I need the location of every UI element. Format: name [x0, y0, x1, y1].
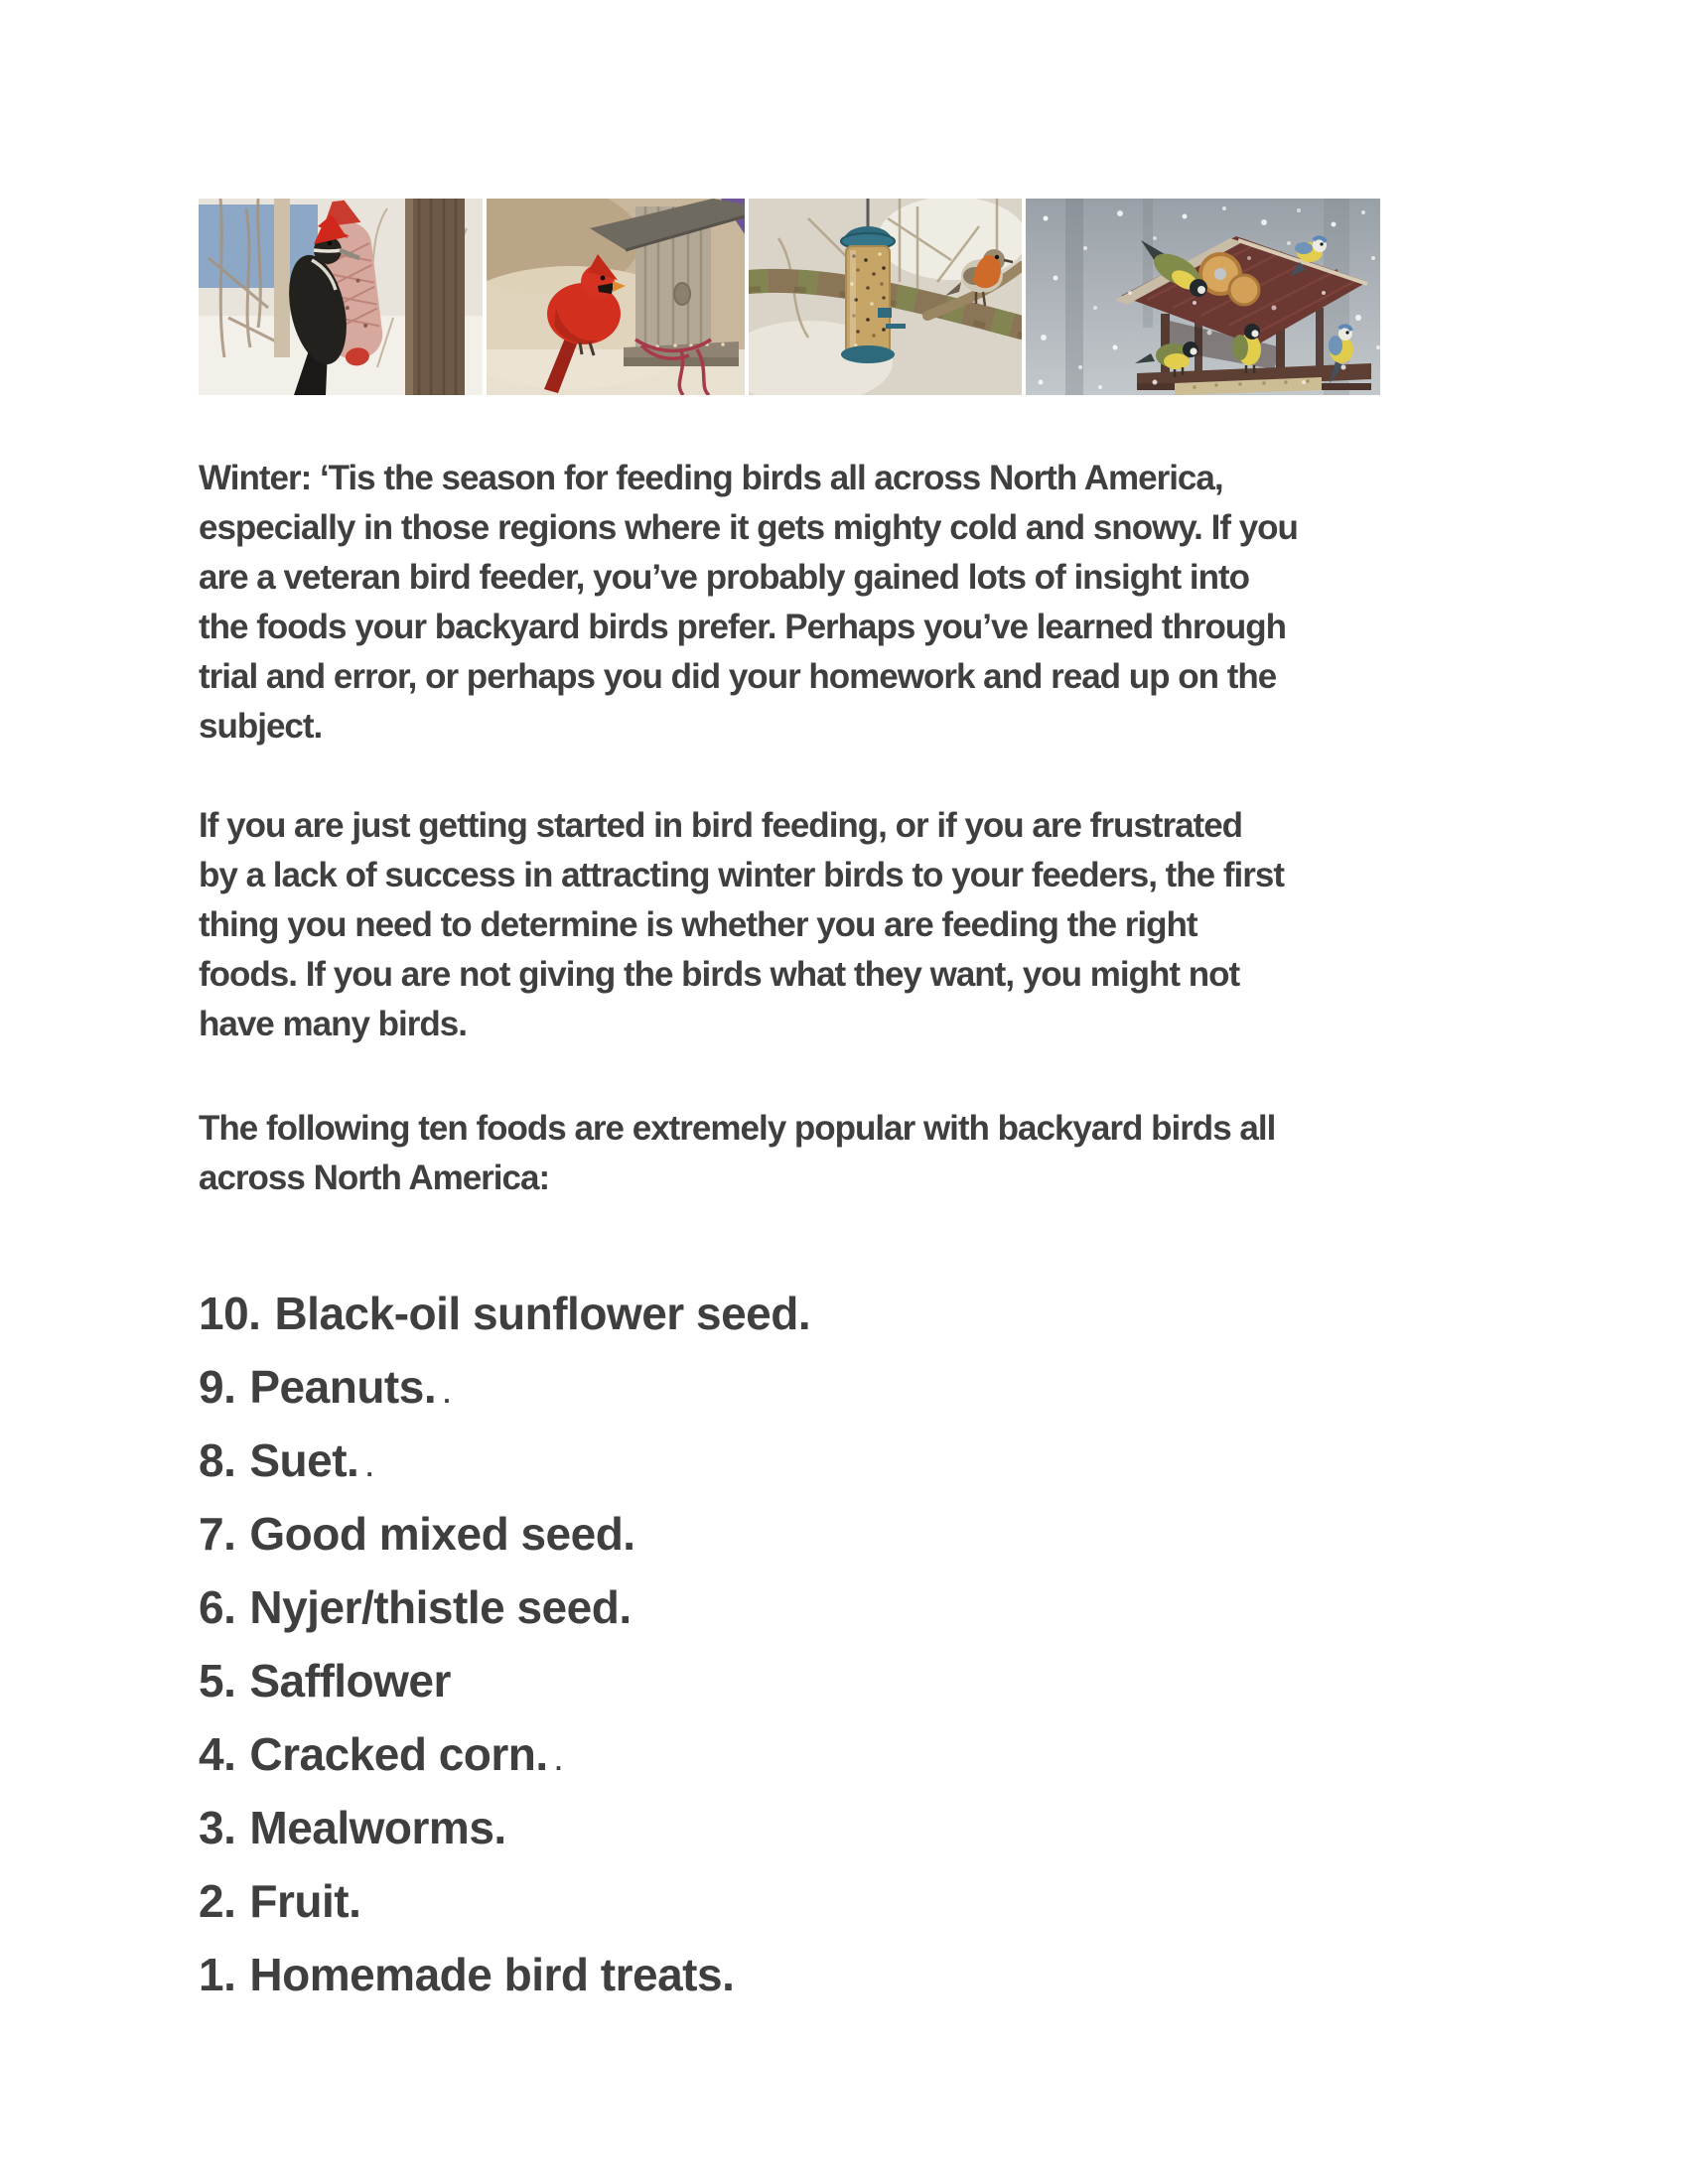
list-intro-paragraph — [199, 1104, 1275, 1203]
top-foods-list — [199, 1281, 810, 2015]
photo-snowy-feeder-house — [1026, 199, 1380, 395]
paragraph-line: are a veteran bird feeder, you’ve probably gained lots of insight into — [199, 558, 1250, 597]
paragraph-line: by a lack of success in attracting winter birds to your feeders, the first — [199, 856, 1284, 894]
list-item — [199, 1795, 810, 1868]
list-item-number: 1. — [199, 1949, 236, 2000]
list-item-label: Fruit. — [249, 1875, 361, 1927]
photo-tube-feeder-robin — [749, 199, 1022, 395]
list-item — [199, 1281, 810, 1354]
list-item-trailing-period: . — [358, 1452, 373, 1482]
list-item-label: Black-oil sunflower seed. — [274, 1288, 811, 1339]
list-item-label: Mealworms. — [249, 1802, 506, 1853]
list-item-trailing-period: . — [436, 1379, 451, 1409]
list-item-label: Cracked corn. — [249, 1728, 548, 1780]
list-item-number: 8. — [199, 1434, 236, 1486]
list-item — [199, 1501, 810, 1574]
list-item-trailing-period: . — [547, 1746, 563, 1776]
paragraph-line: trial and error, or perhaps you did your homework and read up on the — [199, 657, 1277, 696]
list-item — [199, 1574, 810, 1648]
list-item-number: 2. — [199, 1875, 236, 1927]
paragraph-line: have many birds. — [199, 1005, 467, 1043]
list-item-label: Suet. — [249, 1434, 359, 1486]
list-item-number: 3. — [199, 1802, 236, 1853]
list-item-number: 5. — [199, 1655, 236, 1706]
photo-woodpecker-suet-feeder — [199, 199, 483, 395]
list-item — [199, 1648, 810, 1721]
list-item — [199, 1354, 810, 1428]
list-item-number: 6. — [199, 1581, 236, 1633]
list-item-label: Good mixed seed. — [249, 1508, 635, 1560]
list-item-label: Peanuts. — [249, 1361, 437, 1413]
photo-cardinal-feeder — [487, 199, 745, 395]
list-item — [199, 1942, 810, 2015]
list-item-label: Nyjer/thistle seed. — [249, 1581, 632, 1633]
paragraph-line: the foods your backyard birds prefer. Perhaps you’ve learned through — [199, 608, 1287, 646]
list-item — [199, 1428, 810, 1501]
list-item-number: 4. — [199, 1728, 236, 1780]
paragraph-line: The following ten foods are extremely popular with backyard birds all — [199, 1109, 1276, 1148]
paragraph-line: foods. If you are not giving the birds what they want, you might not — [199, 955, 1240, 994]
bird-photo-banner — [199, 199, 1380, 395]
list-item-label: Safflower — [249, 1655, 451, 1706]
list-item — [199, 1868, 810, 1942]
paragraph-line: subject. — [199, 707, 323, 746]
list-item-label: Homemade bird treats. — [249, 1949, 735, 2000]
getting-started-paragraph — [199, 801, 1284, 1049]
paragraph-line: If you are just getting started in bird feeding, or if you are frustrated — [199, 806, 1243, 845]
list-item — [199, 1721, 810, 1795]
paragraph-line: thing you need to determine is whether you are feeding the right — [199, 905, 1197, 944]
paragraph-line: especially in those regions where it gets mighty cold and snowy. If you — [199, 508, 1298, 547]
list-item-number: 10. — [199, 1288, 261, 1339]
paragraph-line: across North America: — [199, 1159, 550, 1197]
paragraph-line: Winter: ‘Tis the season for feeding birds all across North America, — [199, 459, 1223, 497]
intro-paragraph — [199, 454, 1298, 751]
list-item-number: 7. — [199, 1508, 236, 1560]
list-item-number: 9. — [199, 1361, 236, 1413]
